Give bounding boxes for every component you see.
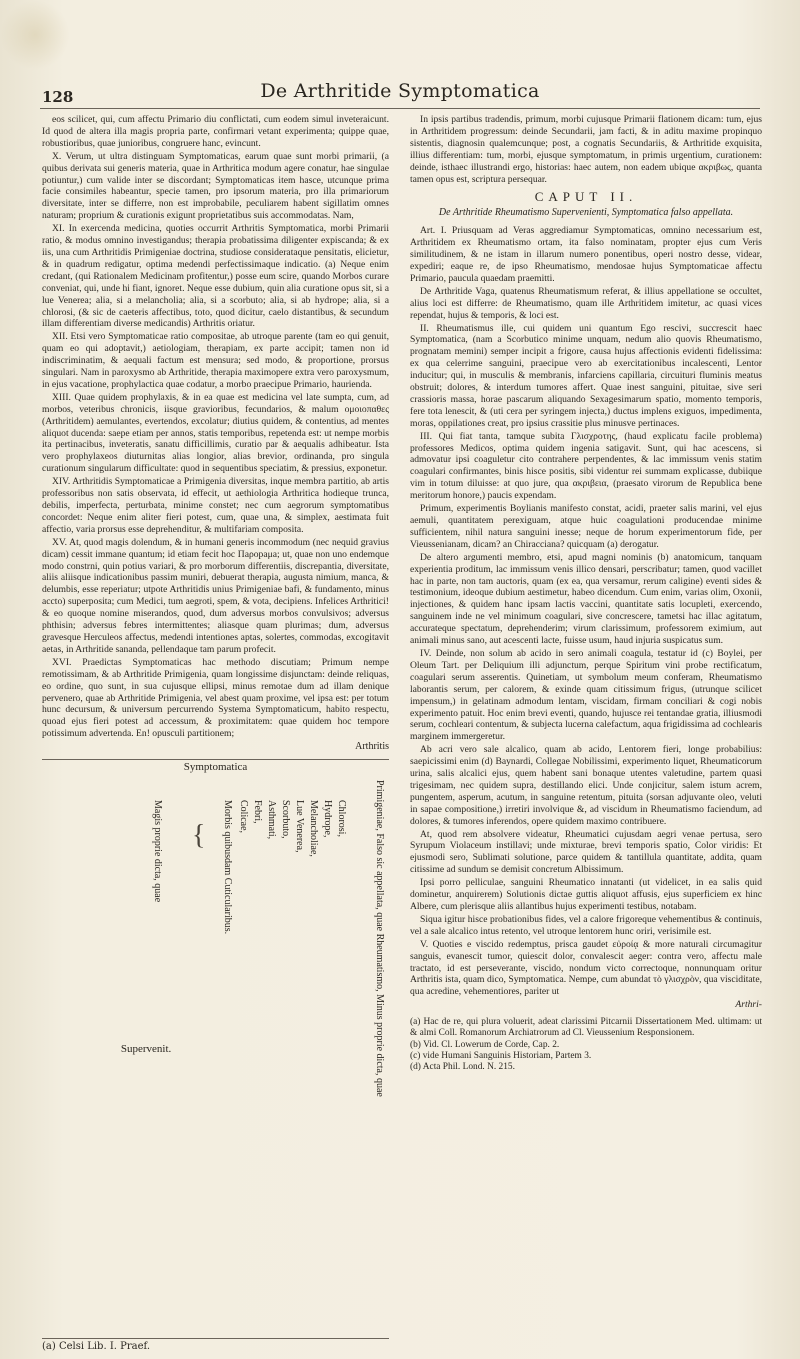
page-number: 128 bbox=[42, 88, 74, 106]
right-paragraph: De Arthritide Vaga, quatenus Rheumatismum referat, & illius appellatione se occultet, alius loci est differre: de Rheumatismo, quam ille Arthritidem imitetur, ac quasi vices rependat, hujus & temporis, & loci est. bbox=[410, 285, 762, 321]
right-paragraph: V. Quoties e viscido redemptus, prisca gaudet εὐροίᾳ & more naturali circumagitur sanguis, evanescit tumor, quiescit dolor, convalescit aeger: contra vero, affectu male tractato, id est perseverante, viscido, nondum victo correctoque, nonnunquam oritur Arthritis ista, quam dico, Symptomatica. Nempe, cum abundat τὸ γλισχρὸν, qua visciditate, qua acredine, vehementiores, pariter ut bbox=[410, 938, 762, 998]
table-disease: Morbis quibusdam Cuticularibus. bbox=[222, 800, 233, 935]
right-paragraph: Ab acri vero sale alcalico, quam ab acido, Lentorem fieri, longe probabilius: saepicissimi enim (d) Baynardi, Collegae Nobilissimi, experimento liquet, Rheumaticorum urina, salis alcalici ejus, quem habent sani bonaque utentes valetudine, partem quasi trigesimam, nec quidem supra, destillando elici. Unde conjicitur, salem istum acrem, pungentem, asperum, acutum, in sanguine retentum, pituita (sorsan adjuvante oleo, veluti in sapae compositione,) irretiri involvique &, ad viscidum in Rheumatismo faciendum, ad dolores, & tumores inferendos, opere quidem maximo contribuere. bbox=[410, 744, 762, 827]
table-disease: Lue Venerea, bbox=[294, 800, 305, 853]
right-intro: In ipsis partibus tradendis, primum, morbi cujusque Primarii flationem dicam: tum, ejus in Arthritidem progressum: deinde Secundarii, jam facti, & in aditu maxime propinquo sistentis, diagnosin qualemcunque; post, a cognatis Secundariis, & Arthritide exquisita, illius differentiam: tum, morbi, ejusque symptomatum, in primis urgentium, curationem: deinde, isthaec illustrandi ergo, historias: haec autem, non eadem ubique ακριβως, quanta tamen opus est, scriptura persequar. bbox=[410, 114, 762, 185]
left-paragraph: eos scilicet, qui, cum affectu Primario diu conflictati, cum eodem simul inveteraicunt. Id quod de altera illa magis propria parte, confirmari vetant experimenta; quippe quae, robustioribus, quae junioribus, congruere hanc, evincunt. bbox=[42, 114, 389, 149]
right-paragraph: At, quod rem absolvere videatur, Rheumatici cujusdam aegri venae pertusa, sero Syrupum Violaceum instillavi; unde mixturae, brevi temporis spatio, Color viridis: Et ejusmodi sero, Sublimati solutione, parce quidem & tantillula quantitate, addita, quam citissime ad sundum se demisit concretum Albissimum. bbox=[410, 828, 762, 876]
chapter-heading: CAPUT II. bbox=[534, 189, 638, 205]
running-title: De Arthritide Symptomatica bbox=[260, 80, 540, 102]
table-disease: Febri, bbox=[252, 800, 263, 824]
right-paragraph: De altero argumenti membro, etsi, apud magni nominis (b) anatomicum, tanquam experientia proditum, lac immissum venis illico densari, perscribatur; tamen, quod vacillet hac in parte, non tam auctoris, quam (ex ea, qua versamur, rerum caligine) eventi sides & testimonium, ideoque dubium aestimetur, habeo dicendum. Cum enim, varias olim, Oxonii, injectiones, & quidem hanc ipsam lactis vaccini, quantitate satis locupleti, exercendo, sanguinem inde ne vel minimum coagulari, sive concrescere, tametsi hac illac agitatum, accurateque spectatum, deprehenderim; virum clarissimum, professorem eximium, aut animali minus sano, aut acescenti lacte, fuisse usum, haud injuria suspicatus sum. bbox=[410, 551, 762, 647]
footnote-item: (c) vide Humani Sanguinis Historiam, Partem 3. bbox=[410, 1051, 592, 1062]
footnote-item: (b) Vid. Cl. Lowerum de Corde, Cap. 2. bbox=[410, 1039, 560, 1050]
classification-table bbox=[42, 759, 389, 1097]
right-catchword: Arthri- bbox=[735, 999, 762, 1011]
right-footnotes bbox=[410, 1017, 762, 1073]
left-paragraph: XII. Etsi vero Symptomaticae ratio compositae, ab utroque parente (tam eo qui genuit, quam eo qui adoptavit,) aetiologiam, therapiam, ex parte accipit; tamen non id indiscriminatim, & aequali factum est mensura; sed modo, & proportione, prorsus singulari. Nam in paroxysmo ab Arthritide, therapia maximopere extra vero paroxysmum, in ejus vacatione, prophylactica quae codatur, a morbo praecipue Primario, haurienda. bbox=[42, 331, 389, 390]
left-column bbox=[42, 114, 389, 1344]
table-disease: Melancholiae, bbox=[308, 800, 319, 857]
footnote-item: (d) Acta Phil. Lond. N. 215. bbox=[410, 1062, 515, 1073]
table-disease: Colicae, bbox=[238, 800, 249, 834]
table-brace: { bbox=[192, 820, 206, 852]
right-paragraph: Primum, experimentis Boylianis manifesto constat, acidi, praeter salis marini, vel ejus aemuli, quantitatem perexiguam, atque huic coagulationi producendae minime sufficientem, nihil natura sanguini inesse; neque de horum experimentorum fide, per Vieussenianam, dicam? an Chiracciana? quicquam (a) derogatur. bbox=[410, 503, 762, 550]
table-main-branch: Primigeniae, Falso sic appellata, quae Rheumatismo, Minus proprie dicta, quae bbox=[374, 780, 385, 1097]
table-disease: Chlorosi, bbox=[336, 800, 347, 837]
table-heading: Symptomatica bbox=[183, 761, 248, 774]
right-column bbox=[410, 114, 762, 1344]
paper-stain bbox=[0, 0, 70, 70]
table-footer: Supervenit. bbox=[120, 1043, 172, 1056]
right-paragraph: IV. Deinde, non solum ab acido in sero animali coagula, testatur id (c) Boylei, per Oleum Tart. per Deliquium illi adjunctum, perque Spiritum vini probe rectificatum, coagulari serum asserentis. Quinetiam, ut symbolum meum conferam, Rheumatismo laborantis serum, per calorem, & exinde quam citissimum frigus, (utrunque scilicet impensum,) in gelatinam admodum lentam, viscidam, firmam conciliari & cogi nobis experimento patuit. Hoc enim brevi eventi, quando, hujusce rei tentandae gratia, illiusmodi serum, cochleari contentum, & subjecta lucerna calefactum, aqua frigidissima ad cochlearis marginem immergeretur. bbox=[410, 647, 762, 743]
table-disease: Asthmati, bbox=[266, 800, 277, 840]
right-paragraph: III. Qui fiat tanta, tamque subita Γλισχροτης, (haud explicatu facile problema) professores Medicos, optima quidem ingenia satigavit. Sunt, qui hac acescens, si admovatur ipsi coaguletur cito contrahere perpendentes, & lac immissum venis statim coagulari confirmantes, binis hisce positis, sibi videntur rei summam explicasse, dubiique vim in totum diluisse: at quo jure, qua ακριβεια, (praesato virorum de Republica bene meritorum honore,) paucis expendam. bbox=[410, 430, 762, 502]
left-footnote: (a) Celsi Lib. I. Praef. bbox=[42, 1338, 389, 1352]
left-paragraph: XIII. Quae quidem prophylaxis, & in ea quae est medicina vel late sumpta, cum, ad morbos, veteribus chronicis, iisque gravioribus, fecundarios, & malum ομοιοπαθες (Arthritidem) aemulantes, evertendos, excolatur; diutius quidem, & contentius, ad mentes aliquot ducenda: saepe etiam per annos, statis temporibus, repetenda est: ut nempe morbis ita pertinacibus, inveteratis, sanatu difficillimis, curatio par & aequalis adhibeatur. Ista vero prophylaxeos diuturnitas alias longior, alias brevior, ordinanda, pro singula curationum singularum difficultate: quod in sequentibus speciatim, & pressius, exponetur. bbox=[42, 391, 389, 475]
header-rule bbox=[40, 108, 760, 109]
left-paragraph: XIV. Arthritidis Symptomaticae a Primigenia diversitas, inque membra partitio, ab artis professoribus non satis observata, id effecit, ut aethiologia Arthritica hodieque trunca, debilis, imperfecta, perturbata, minime constet; nec cum aegrorum symptomatibus concordet: Neque enim aliter fieri potest, cum, quae una, & simplex, aestimata fuit affectio, varia prorsus esse deprehenditur, & multifariam composita. bbox=[42, 476, 389, 535]
right-paragraph: II. Rheumatismus ille, cui quidem uni quantum Ego rescivi, succrescit haec Symptomatica, (nam a Scorbutico minime unquam, nedum alio quovis Rheumatismo, prognatam memini) semper incipit a frigore, causa hujus affectionis evidenti fidelissima: ex qua celerrime sanguini, praecipue vero ab exercitationibus incalescenti, Lentor inducitur; qui, in musculis & membranis, infarciens capillaria, circuituri fluminis meatus obstruit; dolores, & interdum tumores affert. Quae inest sanguini, pituitae, sive seri crassioris massa, horae pascarum aliquando Sexagesimarum spatio, momento temporis, fere tota lenescit, & (uti cera per syringem injecta,) ductus implens exiguos, impedimenta, moras, oppilationes creat, pro ipsius crassitie plus minusve pertinaces. bbox=[410, 322, 762, 429]
left-paragraph: XI. In exercenda medicina, quoties occurrit Arthritis Symptomatica, morbi Primarii ratio, & modus omnino investigandus; therapia probatissima diligenter expiscanda; & ex iis, una cum Arthritidis Primigeniae doctrina, studiose considerataque pensitatis, elicietur, & in quadrum redigatur, optima medendi perfectissimaque indicatio. (a) Neque enim credant, (qui Rationalem Medicinam profitentur,) posse eum scire, quando Morbos curare conveniat, qui, unde hi fiant, ignoret. Neque esse dubium, quin alia curatione opus sit, si a lue Venerea; alia, si a melancholia; alia, si a scorbuto; alia, si ab hydrope; alia, si a chlorosi, (& sic de caeteris affectibus, toto, quod dicitur, caelo distantibus, & secundum illam differentiam diverse medicandis) Arthritis oriatur. bbox=[42, 223, 389, 330]
chapter-title: De Arthritide Rheumatismo Supervenienti, Symptomatica falso appellata. bbox=[438, 207, 734, 219]
left-paragraph: X. Verum, ut ultra distinguam Symptomaticas, earum quae sunt morbi primarii, (a quibus derivata sui generis materia, quae in Arthritica modum agere conatur, hae singulae potiuntur,) cum valide inter se discordant; Symptomaticas item hasce, utcunque prima facie consimiles habeantur, specie tamen, pro ipsorum materia, pro illa primariorum diversitate, inter se differre, non est improbabile, peculiarem habent sigillatim omnes naturam; proprium & curationis exigunt proprietatibus suis accommodatas. Nam, bbox=[42, 150, 389, 222]
left-catchword: Arthritis bbox=[355, 741, 389, 753]
table-disease: Hydrope, bbox=[322, 800, 333, 838]
left-paragraph: XVI. Praedictas Symptomaticas hac methodo discutiam; Primum nempe remotissimam, & ab Arthritide Primigenia, quam longissime disjunctam: deinde reliquas, eo ordine, quo sunt, in sua cujusque ellipsi, minus remotae dum ad illam denique pervenero, quae ab Arthritide Primigenia, vel abest quam proxime, vel ipsa est: per totum hunc decursum, & universum percurrendo Systema Symptomaticum, habito respectu, quoad ejus fieri potest ad accessum, & proximitatem: quae quidem hoc tempore potissimum advertenda. En! opusculi partitionem; bbox=[42, 656, 389, 740]
right-paragraph: Siqua igitur hisce probationibus fides, vel a calore frigoreque vehementibus & continuis, vel a sale alcalico intus retento, vel utroque lentorem hunc oriri, verisimile est. bbox=[410, 913, 762, 937]
left-paragraph: XV. At, quod magis dolendum, & in humani generis incommodum (nec nequid gravius dicam) cessit immane quantum; id etiam fecit hoc Πaρopaμa; ut, quae non uno endemque modo constrni, quin potius variari, & pro morborum differentiis, discrepantia, diversitate, aliis aliisque indicationibus passim muniri, debuerat therapia, augusta nimium, manca, & delumbis, esse reperiatur; utpote Arthritidis unius Primigeniae bafi, & fundamento, minus accto) superposita; cum Medici, tum aegroti, spem, & vota, decipiens. Infelices Arthritici! & eo quoque nomine miserandos, quod, dum adversus morbos convulsivos; adversus phthisin; adversus febres intermittentes; aliasque quam plurimas; dum, adversus gravesque Herculeos affectus, medendi intentiones aptas, solertes, commodas, excogitavit aetas, in Arthritide sananda, pellendaque tam parum profecit. bbox=[42, 536, 389, 655]
right-paragraph: Ipsi porro pelliculae, sanguini Rheumatico innatanti (ut videlicet, in ea salis quid dominetur, anquirerem) Solutionis dictae guttis aliquot affusis, ejus superficiem ex hinc Albere, cum plerisque aliis allantibus hujus experimenti testibus, notabam. bbox=[410, 877, 762, 912]
table-disease: Scorbuto, bbox=[280, 800, 291, 839]
footnote-item: (a) Hac de re, qui plura voluerit, adeat clarissimi Pitcarnii Dissertationem Med. ultimam: ut & almi Coll. Romanorum Archiatrorum ad Cl. Vieussenium Responsionem. bbox=[410, 1017, 762, 1039]
table-magis-branch: Magis proprie dicta, quae bbox=[152, 800, 163, 903]
right-paragraph: Art. I. Priusquam ad Veras aggrediamur Symptomaticas, omnino necessarium est, Arthritidem ex Rheumatismo ortam, ita falso nominatam, propter ejus cum Veris similitudinem, & ne istam in illarum numero ponentibus, operi nostro desse, videar, expediri; eaque re, de ipso Rheumatismo, mendosae hujus Symptomaticae affectu Primario, paucula quaedam praemitti. bbox=[410, 225, 762, 284]
